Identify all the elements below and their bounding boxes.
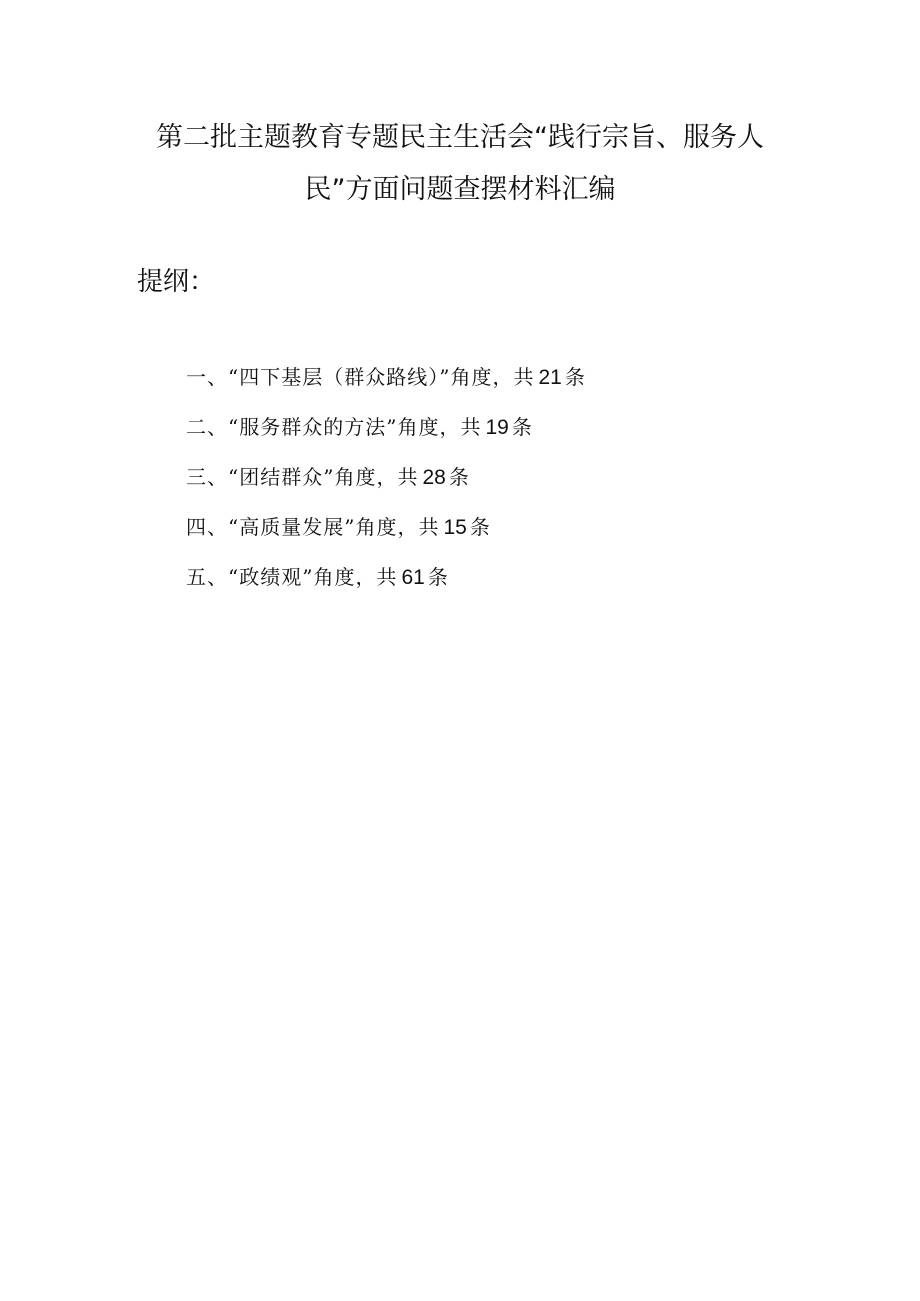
outline-item-text: 一、“四下基层（群众路线）”角度，共	[186, 365, 535, 389]
outline-item-count: 19	[485, 416, 509, 439]
title-line-1: 第二批主题教育专题民主生活会“践行宗旨、服务人	[156, 122, 764, 153]
outline-item	[186, 556, 586, 606]
outline-item-unit: 条	[427, 565, 449, 589]
outline-item-count: 15	[443, 516, 467, 539]
outline-item-unit: 条	[564, 365, 586, 389]
outline-item-unit: 条	[469, 515, 491, 539]
outline-item-count: 61	[401, 566, 425, 589]
outline-item	[186, 356, 586, 406]
outline-list	[186, 356, 586, 606]
outline-item	[186, 506, 586, 556]
outline-item-text: 二、“服务群众的方法”角度，共	[186, 415, 482, 439]
title-line-2: 民”方面问题查摆材料汇编	[304, 174, 616, 205]
outline-item	[186, 406, 586, 456]
document-title	[120, 112, 800, 216]
outline-item-text: 四、“高质量发展”角度，共	[186, 515, 440, 539]
outline-item-unit: 条	[448, 465, 470, 489]
outline-item-count: 21	[538, 366, 562, 389]
outline-item	[186, 456, 586, 506]
outline-item-text: 五、“政绩观”角度，共	[186, 565, 398, 589]
outline-item-text: 三、“团结群众”角度，共	[186, 465, 419, 489]
outline-item-unit: 条	[511, 415, 533, 439]
outline-item-count: 28	[422, 466, 446, 489]
outline-label: 提纲：	[137, 267, 216, 297]
